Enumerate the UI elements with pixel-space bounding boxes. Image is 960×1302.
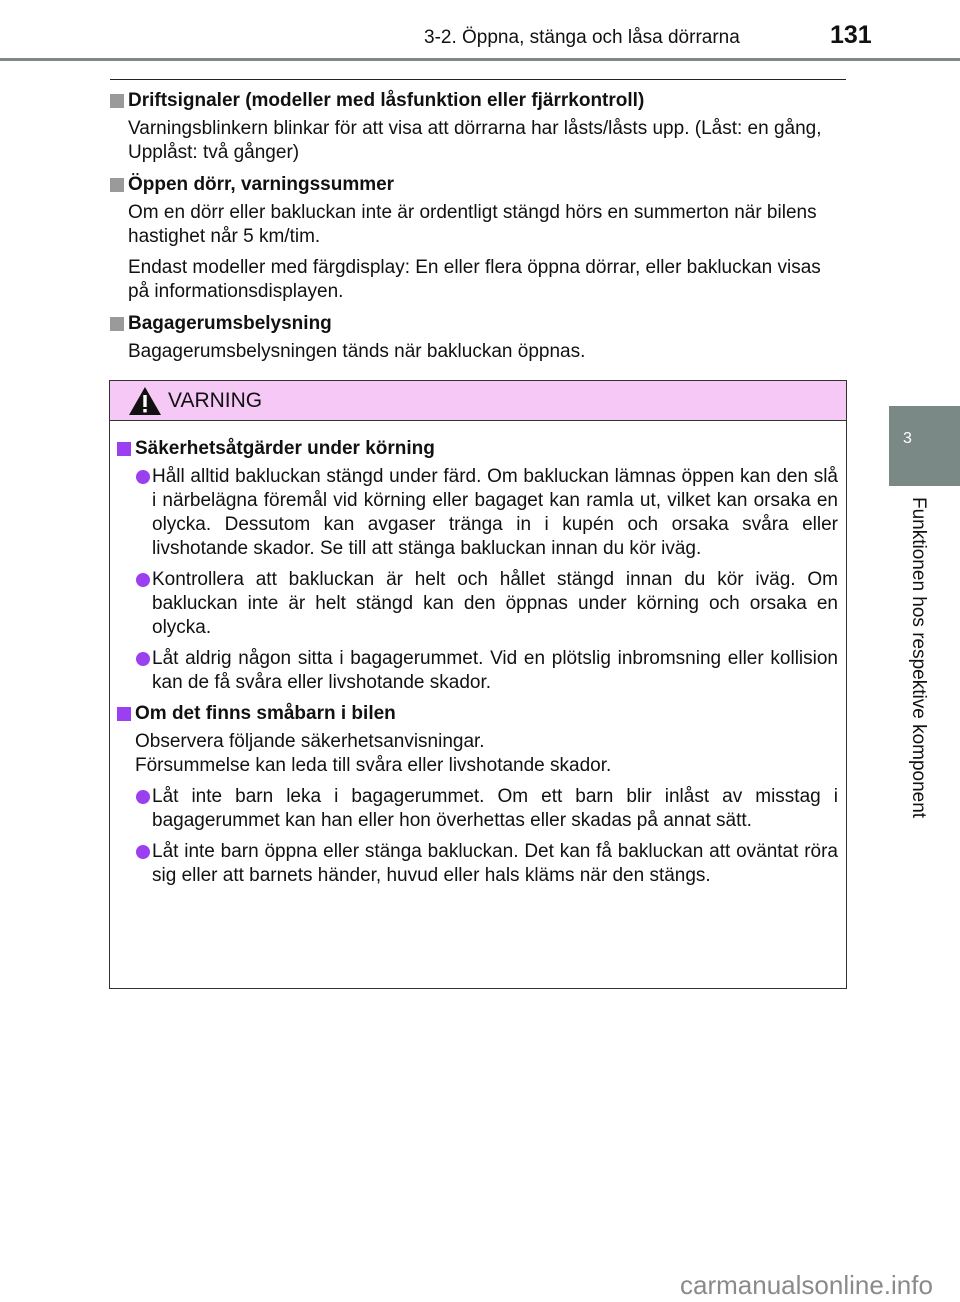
list-item: Låt inte barn leka i bagagerummet. Om ett barn blir inlåst av misstag i bagagerummet kan han eller hon överhettas eller skadas på annat sätt.	[136, 785, 838, 833]
paragraph: Försummelse kan leda till svåra eller livshotande skador.	[135, 755, 612, 776]
paragraph: Bagagerumsbelysningen tänds när bakluckan öppnas.	[128, 341, 586, 362]
paragraph: Observera följande säkerhetsanvisningar.	[135, 731, 485, 752]
list-item: Låt inte barn öppna eller stänga bakluckan. Det kan få bakluckan att oväntat röra sig eller att barnets händer, huvud eller hals kläms när den stängs.	[136, 840, 838, 888]
watermark: carmanualsonline.info	[680, 1270, 933, 1300]
paragraph: Endast modeller med färgdisplay: En eller flera öppna dörrar, eller bakluckan visas på informationsdisplayen.	[128, 257, 821, 302]
section-heading: Driftsignaler (modeller med låsfunktion eller fjärrkontroll)	[128, 90, 645, 111]
warning-triangle-icon	[128, 386, 162, 416]
page-number: 131	[830, 21, 872, 49]
square-bullet-icon	[110, 94, 124, 108]
list-item: Låt aldrig någon sitta i bagagerummet. Vid en plötslig inbromsning eller kollision kan de få svåra eller livshotande skador.	[136, 647, 838, 695]
section-open-door	[110, 173, 842, 304]
section-driftsignaler	[110, 89, 842, 165]
chapter-number: 3	[903, 430, 912, 447]
header-rule	[0, 58, 960, 61]
bullet-dot-icon	[136, 845, 150, 859]
warning-heading: Säkerhetsåtgärder under körning	[135, 438, 435, 459]
bullet-dot-icon	[136, 790, 150, 804]
chapter-label: Funktionen hos respektive komponent	[908, 497, 929, 819]
section-header-title: 3-2. Öppna, stänga och låsa dörrarna	[424, 27, 740, 48]
bullet-dot-icon	[136, 573, 150, 587]
square-bullet-icon	[110, 317, 124, 331]
list-item: Kontrollera att bakluckan är helt och hållet stängd innan du kör iväg. Om bakluckan inte är helt stängd kan den öppnas under körning och orsaka en olycka.	[136, 568, 838, 640]
square-bullet-icon	[110, 178, 124, 192]
chapter-tab	[889, 406, 960, 486]
warning-heading: Om det finns småbarn i bilen	[135, 703, 396, 724]
paragraph: Varningsblinkern blinkar för att visa att dörrarna har låsts/låsts upp. (Låst: en gång, Upplåst: två gånger)	[128, 118, 822, 163]
section-luggage-light	[110, 312, 842, 364]
list-item: Håll alltid bakluckan stängd under färd. Om bakluckan lämnas öppen kan den slå i närbelägna föremål vid körning eller bagaget kan ramla ut, vilket kan orsaka en olycka. Dessutom kan avgaser tränga in i kupén och orsaka svåra eller livshotande skador. Se till att stänga bakluckan innan du kör iväg.	[136, 465, 838, 561]
square-bullet-icon	[117, 442, 131, 456]
section-heading: Bagagerumsbelysning	[128, 313, 332, 334]
warning-title: VARNING	[168, 388, 263, 412]
square-bullet-icon	[117, 707, 131, 721]
section-heading: Öppen dörr, varningssummer	[128, 174, 395, 195]
bullet-dot-icon	[136, 470, 150, 484]
warning-box	[109, 380, 847, 989]
paragraph: Om en dörr eller bakluckan inte är ordentligt stängd hörs en summerton när bilens hastighet når 5 km/tim.	[128, 202, 817, 247]
divider	[110, 79, 846, 80]
bullet-dot-icon	[136, 652, 150, 666]
warning-header	[110, 381, 846, 421]
